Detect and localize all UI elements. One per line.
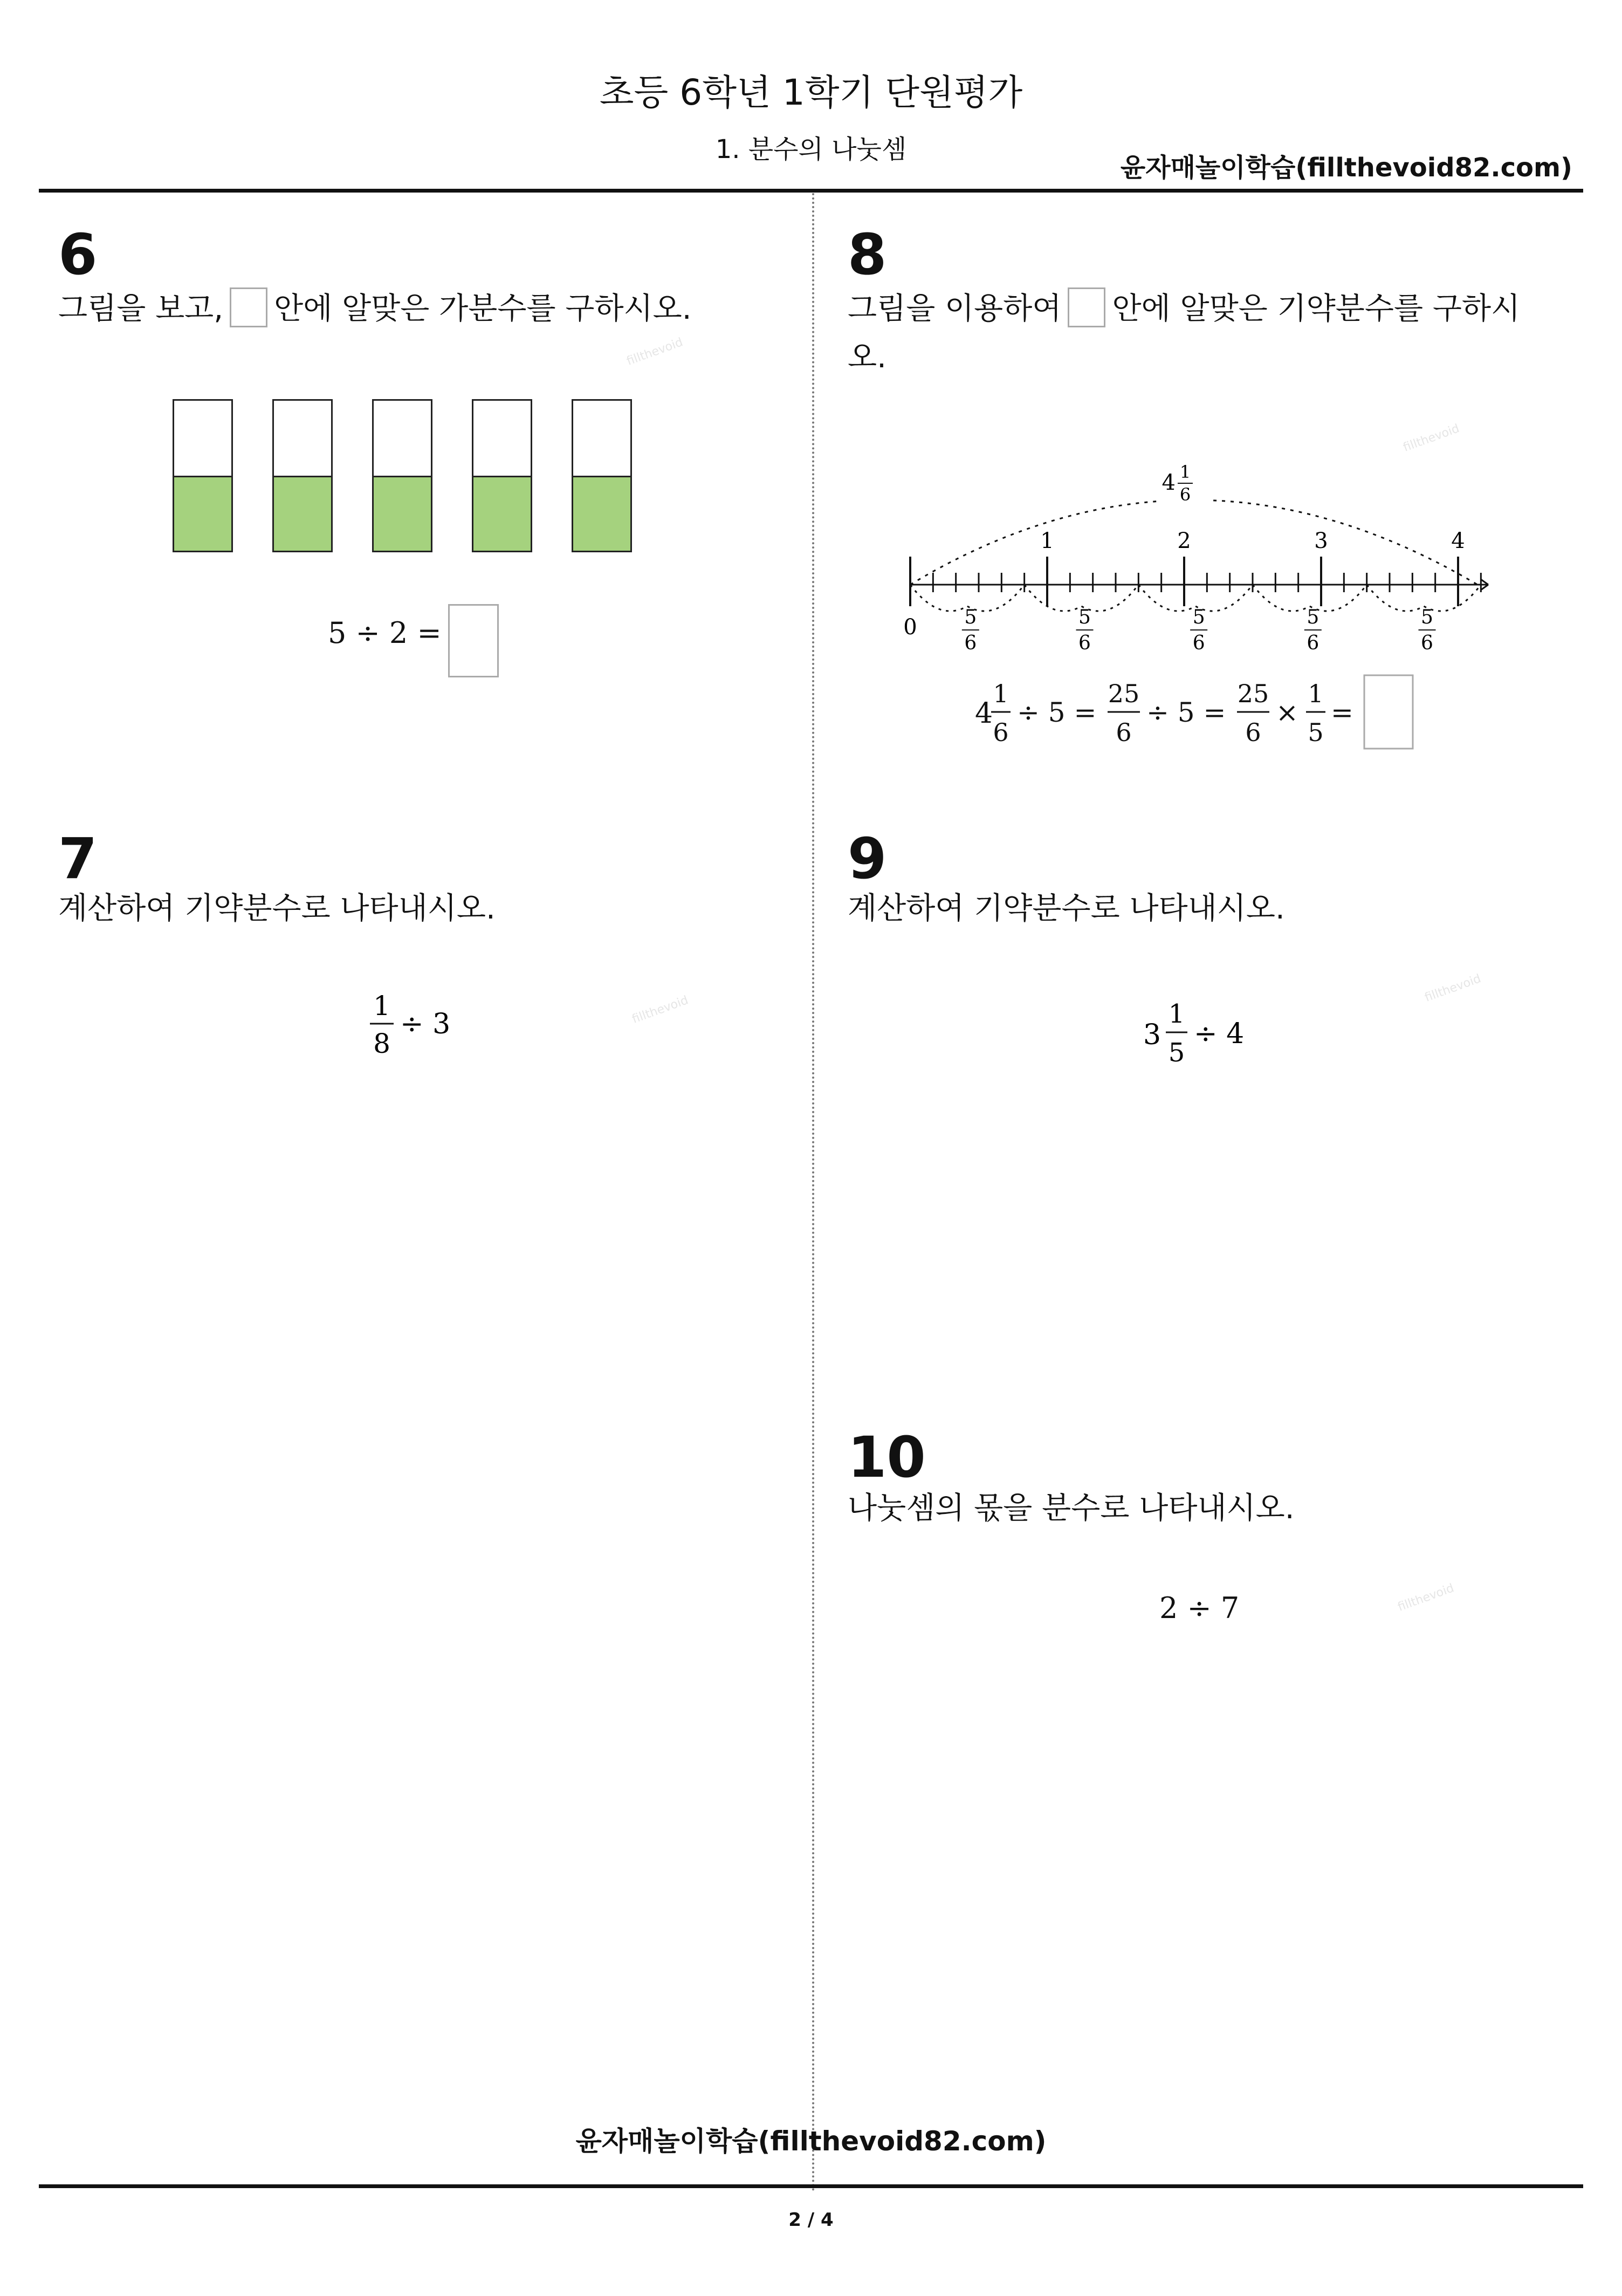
question-6-bar-diagram (173, 399, 647, 561)
segment-arc-left (1138, 585, 1195, 611)
question-7-expression (356, 987, 485, 1073)
q8-f2-num: 25 (1108, 679, 1140, 708)
question-8-equation (965, 669, 1429, 760)
brand-header: 윤자매놀이학습(fillthevoid82.com) (1120, 153, 1572, 183)
segment-frac-num: 5 (1421, 606, 1433, 628)
bar-5 (572, 399, 632, 552)
footer-rule (39, 2184, 1583, 2188)
bar-3-fill (374, 476, 431, 551)
question-10-prompt: 나눗셈의 몫을 분수로 나타내시오. (848, 1491, 1295, 1526)
watermark-stamp: fillthevoid (1423, 972, 1483, 1005)
question-9-number: 9 (848, 826, 887, 892)
watermark-stamp: fillthevoid (1396, 1581, 1456, 1614)
axis-label-1: 1 (1040, 529, 1054, 553)
arc-label-whole: 4 (1161, 470, 1176, 495)
bar-5-fill (573, 476, 630, 551)
question-6-equation-text: 5 ÷ 2 = (328, 616, 442, 650)
segment-frac-num: 5 (1192, 606, 1205, 628)
q7-frac-num: 1 (373, 990, 390, 1022)
question-7-number: 7 (58, 826, 98, 892)
q8-div5: ÷ 5 = (1017, 697, 1097, 728)
q8-f2-den: 6 (1116, 718, 1132, 747)
q9-whole: 3 (1143, 1019, 1161, 1051)
header-rule (39, 189, 1583, 193)
segment-frac-den: 6 (1421, 632, 1433, 654)
watermark-stamp: fillthevoid (625, 335, 685, 368)
unit-subtitle: 1. 분수의 나눗셈 (715, 134, 907, 165)
column-divider (812, 193, 814, 2193)
bar-2 (272, 399, 333, 552)
segment-arc-left (1367, 585, 1424, 611)
question-6-answer-box[interactable] (448, 604, 499, 677)
axis-label-3: 3 (1314, 529, 1328, 553)
q8-f4-den: 5 (1308, 718, 1324, 747)
question-9-prompt: 계산하여 기약분수로 나타내시오. (848, 891, 1285, 926)
q8-f3-num: 25 (1237, 679, 1269, 708)
question-8-prompt-line2: 오. (848, 340, 886, 375)
segment-frac-den: 6 (1307, 632, 1319, 654)
whole-range-arc (910, 500, 1477, 585)
arc-label-den: 6 (1179, 484, 1191, 505)
arc-label-num: 1 (1179, 462, 1191, 482)
question-8-inline-answer-box[interactable] (1068, 287, 1105, 327)
segment-frac-den: 6 (964, 632, 977, 654)
bar-2-fill (274, 476, 331, 551)
bar-3 (372, 399, 432, 552)
segment-frac-den: 6 (1192, 632, 1205, 654)
question-10-number: 10 (848, 1424, 926, 1490)
q8-f4-num: 1 (1308, 679, 1324, 708)
question-8-answer-box[interactable] (1364, 675, 1413, 749)
segment-arc-left (1025, 585, 1082, 611)
q8-times: × (1276, 697, 1298, 728)
segment-arc-left (1253, 585, 1310, 611)
question-6-prompt-after: 안에 알맞은 가분수를 구하시오. (274, 291, 692, 326)
worksheet-title: 초등 6학년 1학기 단원평가 (599, 72, 1023, 113)
axis-label-4: 4 (1451, 529, 1465, 553)
question-6-prompt (58, 285, 692, 333)
segment-frac-num: 5 (1078, 606, 1091, 628)
watermark-stamp: fillthevoid (630, 993, 690, 1026)
question-10-equation: 2 ÷ 7 (1159, 1591, 1240, 1625)
number-line-ticks (910, 557, 1481, 606)
q8-f3-den: 6 (1245, 718, 1261, 747)
question-8-prompt-after: 안에 알맞은 기약분수를 구하시 (1112, 291, 1521, 326)
question-8-prompt-before: 그림을 이용하여 (848, 291, 1062, 326)
segment-frac-den: 6 (1078, 632, 1091, 654)
bar-4 (472, 399, 532, 552)
watermark-stamp: fillthevoid (1401, 422, 1461, 455)
question-7-prompt: 계산하여 기약분수로 나타내시오. (58, 891, 496, 926)
question-6-prompt-before: 그림을 보고, (58, 291, 224, 326)
segment-arcs (910, 585, 1481, 654)
segment-frac-num: 5 (1307, 606, 1319, 628)
question-8-number: 8 (848, 222, 887, 287)
q7-frac-den: 8 (373, 1028, 390, 1059)
question-8-prompt (848, 285, 1520, 333)
bar-1-fill (174, 476, 231, 551)
question-6-equation (328, 599, 505, 672)
q8-mixed-num: 1 (993, 679, 1009, 708)
q8-mixed-den: 6 (993, 718, 1009, 747)
question-9-expression (1138, 992, 1278, 1079)
q9-frac-num: 1 (1168, 999, 1185, 1029)
segment-arc-left (910, 585, 967, 611)
q8-div5b: ÷ 5 = (1146, 697, 1226, 728)
brand-footer: 윤자매놀이학습(fillthevoid82.com) (575, 2126, 1047, 2157)
page-number: 2 / 4 (788, 2209, 834, 2231)
question-6-inline-answer-box[interactable] (230, 287, 267, 327)
bar-4-fill (473, 476, 531, 551)
question-6-number: 6 (58, 222, 98, 287)
question-8-number-line (895, 442, 1499, 669)
q8-mixed-whole: 4 (975, 697, 993, 730)
q9-operator: ÷ 4 (1194, 1018, 1245, 1050)
axis-label-2: 2 (1177, 529, 1191, 553)
segment-frac-num: 5 (964, 606, 977, 628)
bar-1 (173, 399, 233, 552)
q8-equals: = (1331, 697, 1353, 728)
q7-operator: ÷ 3 (400, 1008, 451, 1040)
q9-frac-den: 5 (1168, 1038, 1185, 1068)
axis-label-0: 0 (903, 615, 917, 640)
